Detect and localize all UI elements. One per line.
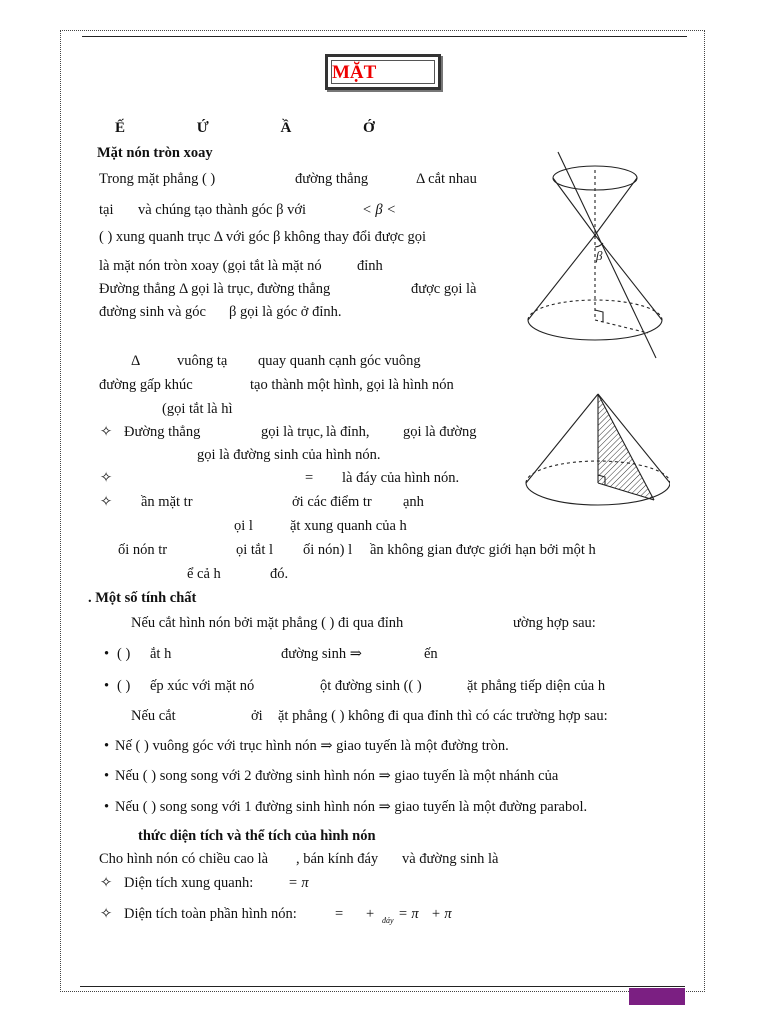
text-line: và đường sinh là xyxy=(402,851,499,867)
diamond-star-icon: ✧ xyxy=(100,494,113,510)
properties-heading: . Một số tính chất xyxy=(88,590,197,606)
text-line: ường hợp sau: xyxy=(513,615,596,631)
text-line: ần mặt tr xyxy=(141,494,193,510)
text-line: Diện tích toàn phần hình nón: xyxy=(124,906,297,922)
text-line: là đáy của hình nón. xyxy=(342,470,460,486)
text-line: ối nón) l xyxy=(303,542,353,558)
text-line: Diện tích xung quanh: xyxy=(124,875,254,891)
bottom-rule xyxy=(80,986,685,987)
text-line: đỉnh xyxy=(357,258,383,274)
double-cone-figure xyxy=(520,150,670,375)
text-line: Δ cắt nhau xyxy=(416,171,477,187)
text-line: Δ xyxy=(131,353,141,369)
total-area-formula: = xyxy=(335,906,344,922)
text-line: là đỉnh, xyxy=(326,424,370,440)
text-line: gọi là đường sinh của hình nón. xyxy=(197,447,381,463)
text-line: ( ) xung quanh trục Δ với góc β không thay đổi được gọi xyxy=(99,229,427,245)
text-line: tạo thành một hình, gọi là hình nón xyxy=(250,377,454,393)
text-line: ọi tắt l xyxy=(236,542,274,558)
text-line: là mặt nón tròn xoay (gọi tắt là mặt nó xyxy=(99,258,322,274)
text-line: Nếu cắt xyxy=(131,708,176,724)
dot-icon: • xyxy=(104,738,110,754)
text-line: đường thẳng xyxy=(295,171,369,187)
diamond-star-icon: ✧ xyxy=(100,470,113,486)
text-line: < β < xyxy=(362,202,397,218)
dot-icon: • xyxy=(104,678,110,694)
dot-icon: • xyxy=(104,799,110,815)
text-line: gọi là đường xyxy=(403,424,477,440)
text-line: ặt xung quanh của h xyxy=(290,518,407,534)
text-line: Trong mặt phẳng ( ) xyxy=(99,171,216,187)
text-line: ởi các điểm tr xyxy=(292,494,372,510)
text-line: Đường thẳng Δ gọi là trục, đường thẳng xyxy=(99,281,331,297)
text-line: , bán kính đáy xyxy=(296,851,379,867)
text-line: ọi l xyxy=(234,518,253,534)
text-line: ột đường sinh (( ) xyxy=(320,678,422,694)
text-line: đường sinh ⇒ xyxy=(281,646,362,662)
dot-icon: • xyxy=(104,768,110,784)
diamond-star-icon: ✧ xyxy=(100,875,113,891)
dot-icon: • xyxy=(104,646,110,662)
text-line: ắt h xyxy=(150,646,172,662)
text-line: ếp xúc với mặt nó xyxy=(150,678,255,694)
title-box xyxy=(325,54,441,90)
text-line: gọi là trục, xyxy=(261,424,324,440)
text-line: ần không gian được giới hạn bởi một h xyxy=(370,542,596,558)
text-line: ể cả h xyxy=(187,566,221,582)
text-line: vuông tạ xyxy=(177,353,228,369)
beta-label: β xyxy=(596,248,603,263)
text-line: Cho hình nón có chiều cao là xyxy=(99,851,269,867)
page-title: MẶT xyxy=(332,62,377,83)
total-area-formula: + xyxy=(366,906,375,922)
text-line: β gọi là góc ở đỉnh. xyxy=(229,304,342,320)
top-rule xyxy=(82,36,687,37)
total-area-formula: + π xyxy=(431,906,452,922)
diamond-star-icon: ✧ xyxy=(100,424,113,440)
text-line: đó. xyxy=(270,566,289,582)
text-line: và chúng tạo thành góc β với xyxy=(138,202,307,218)
text-line: = xyxy=(305,470,314,486)
text-line: ến xyxy=(424,646,438,662)
section-heading: Ế Ứ Ầ Ớ xyxy=(115,120,409,136)
text-line: ( ) xyxy=(117,678,131,694)
text-line: ởi xyxy=(251,708,263,724)
formulas-heading: thức diện tích và thể tích của hình nón xyxy=(138,828,376,844)
text-line: Nếu ( ) song song với 2 đường sinh hình nón ⇒ giao tuyến là một nhánh của xyxy=(115,768,559,784)
text-line: ặt phẳng tiếp diện của h xyxy=(467,678,606,694)
total-area-formula: = π xyxy=(398,906,419,922)
lateral-area-formula: = π xyxy=(288,875,309,891)
text-line: ạnh xyxy=(403,494,424,510)
solid-cone-figure xyxy=(520,390,670,520)
text-line: Đường thẳng xyxy=(124,424,201,440)
diamond-star-icon: ✧ xyxy=(100,906,113,922)
text-line: đường gấp khúc xyxy=(99,377,193,393)
cone-surface-heading: Mặt nón tròn xoay xyxy=(97,145,213,161)
text-line: ( ) xyxy=(117,646,131,662)
footer-block xyxy=(629,988,685,1005)
text-line: Nếu cắt hình nón bởi mặt phẳng ( ) đi qua đỉnh xyxy=(131,615,404,631)
text-line: ặt phẳng ( ) không đi qua đỉnh thì có các trường hợp sau: xyxy=(278,708,608,724)
text-line: quay quanh cạnh góc vuông xyxy=(258,353,421,369)
text-line: Nếu ( ) song song với 1 đường sinh hình nón ⇒ giao tuyến là một đường parabol. xyxy=(115,799,588,815)
text-line: được gọi là xyxy=(411,281,477,297)
text-line: Nế ( ) vuông góc với trục hình nón ⇒ giao tuyến là một đường tròn. xyxy=(115,738,509,754)
total-area-formula: đáy xyxy=(382,916,394,925)
text-line: ối nón tr xyxy=(118,542,168,558)
text-line: đường sinh và góc xyxy=(99,304,206,320)
text-line: tại xyxy=(99,202,114,218)
text-line: (gọi tắt là hì xyxy=(162,401,233,417)
